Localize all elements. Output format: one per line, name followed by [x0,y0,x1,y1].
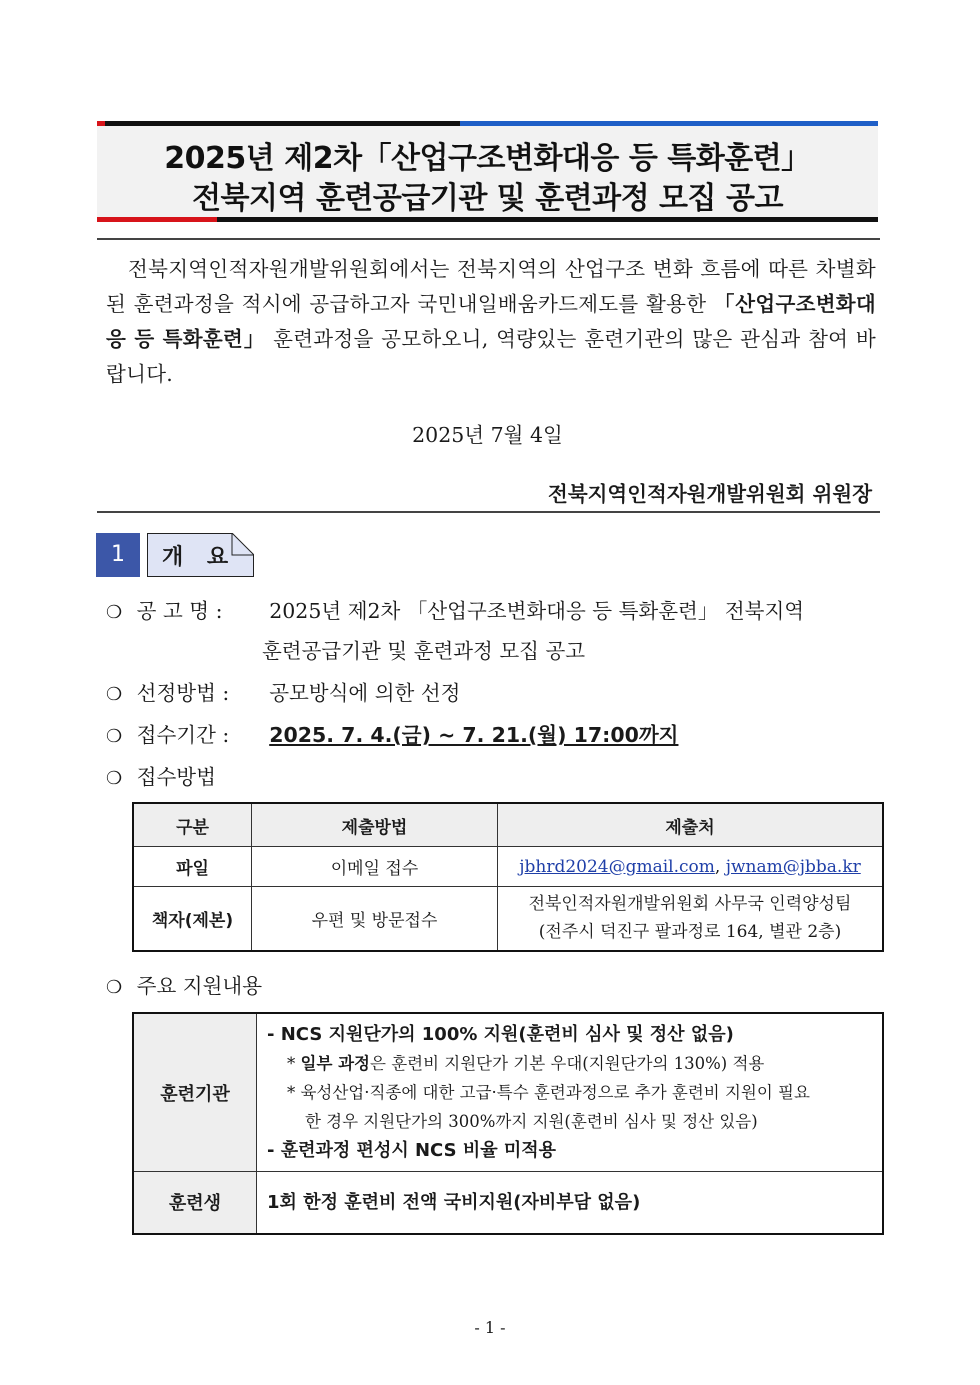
email-separator: , [714,856,721,877]
intro-text-bold: 「산업구조변화대응 등 특화훈련」 [106,292,877,351]
support-label: 주요 지원내용 [136,974,263,998]
bullet-selection-method [106,676,460,706]
circle-bullet-icon: ❍ [106,977,123,998]
support-table [132,1012,884,1235]
notice-value-1: 2025년 제2차 「산업구조변화대응 등 특화훈련」 전북지역 [269,599,805,623]
row-type: 파일 [133,847,252,887]
note-asterisk: * [287,1054,301,1073]
row-method: 우편 및 방문접수 [252,887,498,951]
email-link-1[interactable]: jbhrd2024@gmail.com [519,856,715,877]
circle-bullet-icon: ❍ [106,726,123,747]
org-note-1-bold: 일부 과정 [300,1054,371,1073]
address-line-1: 전북인적자원개발위원회 사무국 인력양성팀 [528,894,852,915]
section-number: 1 [96,533,140,577]
table-row [133,847,883,887]
title-top-bar [97,121,878,126]
bullet-notice-name [106,594,804,624]
org-note-2-line-1: * 육성산업·직종에 대한 고급·특수 훈련과정으로 추가 훈련비 지원이 필요 [287,1083,810,1102]
org-note-2-line-2: 한 경우 지원단가의 300%까지 지원(훈련비 심사 및 정산 있음) [305,1112,758,1131]
row-type: 책자(제본) [133,887,252,951]
submit-table [132,802,884,952]
org-note-1 [267,1049,876,1078]
notice-date: 2025년 7월 4일 [412,423,563,447]
notice-value-2: 훈련공급기관 및 훈련과정 모집 공고 [262,639,586,663]
method-value: 공모방식에 의한 선정 [269,681,461,705]
method-label: 선정방법 : [136,681,230,705]
divider-bottom [97,511,880,513]
header-type: 구분 [133,803,252,847]
title-box [97,121,878,222]
table-row [133,887,883,951]
intro-text-2: 훈련과정을 공모하오니, 역량있는 훈련기관의 많은 관심과 참여 바랍니다. [106,327,876,386]
bullet-support [106,969,262,999]
header-method: 제출방법 [252,803,498,847]
org-label: 훈련기관 [133,1013,257,1172]
bullet-submit-method [106,760,216,790]
circle-bullet-icon: ❍ [106,684,123,705]
email-link-2[interactable]: jwnam@jbba.kr [725,856,861,877]
bullet-period [106,718,678,748]
trainee-label: 훈련생 [133,1172,257,1234]
intro-paragraph [106,252,876,392]
circle-bullet-icon: ❍ [106,602,123,623]
row-destination [498,887,884,951]
page-number: - 1 - [474,1318,506,1337]
table-row [133,1172,883,1234]
section-title: 개 요 [162,545,237,570]
signer: 전북지역인적자원개발위원회 위원장 [548,482,872,506]
folded-corner-icon [226,533,254,577]
table-row [133,1013,883,1172]
address-line-2: (전주시 덕진구 팔과정로 164, 별관 2층) [538,922,842,943]
org-note-1-rest: 은 훈련비 지원단가 기본 우대(지원단가의 130%) 적용 [370,1054,765,1073]
title-line-1: 2025년 제2차「산업구조변화대응 등 특화훈련」 [164,141,811,176]
section-title-box [147,533,254,577]
notice-label: 공 고 명 : [136,599,223,623]
header-destination: 제출처 [498,803,884,847]
intro-text-1: 전북지역인적자원개발위원회에서는 전북지역의 산업구조 변화 흐름에 따른 차별화된 훈련과정을 적시에 공급하고자 국민내일배움카드제도를 활용한 [106,257,876,316]
org-content [257,1013,884,1172]
title-line-2: 전북지역 훈련공급기관 및 훈련과정 모집 공고 [192,181,783,216]
row-method: 이메일 접수 [252,847,498,887]
circle-bullet-icon: ❍ [106,768,123,789]
org-line-1: - NCS 지원단가의 100% 지원(훈련비 심사 및 정산 없음) [267,1024,734,1045]
table-header-row [133,803,883,847]
title-bottom-bar [97,217,878,222]
row-destination [498,847,884,887]
divider-top [97,238,880,240]
submit-label: 접수방법 [136,765,216,789]
trainee-value: 1회 한정 훈련비 전액 국비지원(자비부담 없음) [257,1172,884,1234]
period-value: 2025. 7. 4.(금) ~ 7. 21.(월) 17:00까지 [269,723,679,747]
org-line-2: - 훈련과정 편성시 NCS 비율 미적용 [267,1140,557,1161]
period-label: 접수기간 : [136,723,230,747]
